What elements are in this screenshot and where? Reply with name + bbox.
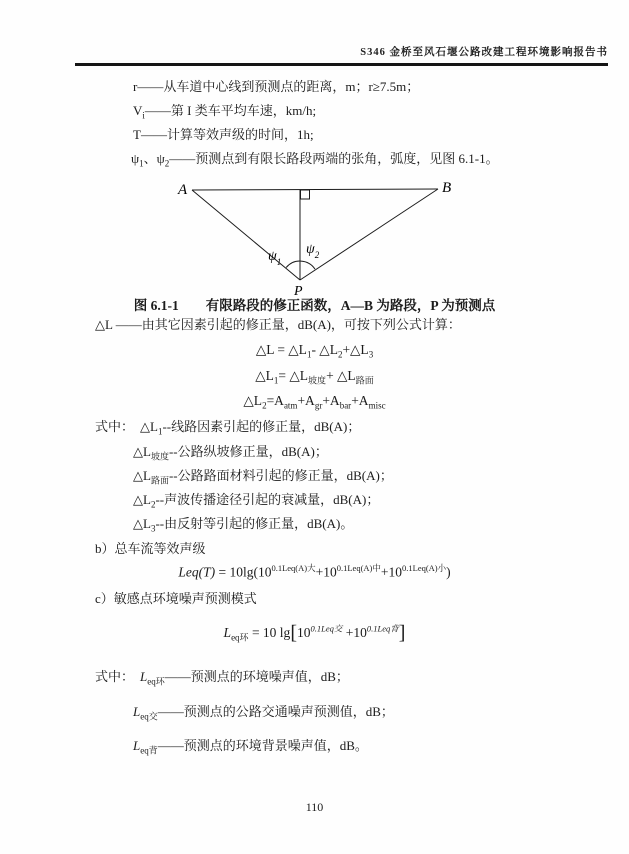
where-text: ——预测点的环境噪声值，dB； bbox=[164, 669, 349, 684]
right-bracket: ] bbox=[398, 622, 406, 644]
formula-part: +A bbox=[297, 393, 315, 408]
point-p-label: P bbox=[294, 284, 303, 296]
formula-sub: misc bbox=[368, 400, 386, 411]
definition-psi-text: ——预测点到有限长路段两端的张角，弧度，见图 6.1-1。 bbox=[169, 151, 499, 166]
page-number: 110 bbox=[305, 800, 324, 814]
psi2-label: $\psi_2$ bbox=[306, 242, 320, 260]
where-row bbox=[133, 491, 379, 514]
definition-vi-text: ——第 I 类车平均车速，km/h; bbox=[144, 103, 317, 118]
road-segment-diagram bbox=[110, 176, 550, 296]
where-row bbox=[133, 467, 393, 490]
formula-part: +A bbox=[351, 393, 369, 408]
formula-sub: 2 bbox=[337, 349, 343, 360]
symbol-r: r bbox=[133, 79, 138, 94]
where-symbol-sub: 坡度 bbox=[150, 451, 169, 462]
where-symbol-sub: 2 bbox=[150, 499, 156, 510]
formula-sub: 坡度 bbox=[308, 375, 327, 386]
formula-sub: 2 bbox=[262, 400, 267, 411]
definition-r bbox=[133, 78, 419, 101]
formula-part: △L bbox=[255, 368, 274, 383]
angle-arc bbox=[286, 261, 315, 269]
where-text: --公路路面材料引起的修正量，dB(A)； bbox=[168, 468, 393, 483]
where-row bbox=[95, 418, 360, 441]
definition-r-text: ——从车道中心线到预测点的距离，m；r≥7.5m； bbox=[137, 79, 420, 94]
where-symbol: △L bbox=[133, 492, 151, 507]
where-label: 式中： bbox=[95, 419, 135, 434]
where-symbol: △L bbox=[133, 468, 151, 483]
formula-delta-l-total bbox=[0, 342, 629, 360]
formula-sup: 0.1Leq(A)中 bbox=[336, 563, 381, 573]
where-symbol: L bbox=[133, 704, 141, 719]
formula-delta-l1 bbox=[0, 368, 629, 387]
symbol-v-sub: i bbox=[142, 110, 145, 121]
formula-part: △L = △L bbox=[255, 342, 307, 357]
where-symbol: L bbox=[133, 738, 141, 753]
formula-leq-total bbox=[0, 562, 629, 581]
where-symbol-sub: eq交 bbox=[140, 711, 158, 722]
formula-part: +△L bbox=[342, 342, 369, 357]
symbol-psi2: 、ψ bbox=[143, 151, 165, 166]
formula-part: =A bbox=[266, 393, 284, 408]
where-symbol-sub: 3 bbox=[150, 523, 156, 534]
figure-6-1-1 bbox=[110, 176, 550, 296]
where-text: ——预测点的公路交通噪声预测值，dB； bbox=[157, 704, 394, 719]
where-text: ——预测点的环境背景噪声值，dB。 bbox=[157, 738, 368, 753]
page-header bbox=[75, 44, 608, 66]
formula-sub: eq环 bbox=[231, 632, 249, 643]
formula-part: 10 bbox=[296, 625, 311, 640]
formula-part: - △L bbox=[311, 342, 338, 357]
definition-psi bbox=[131, 150, 499, 173]
delta-l-symbol: △L bbox=[95, 317, 116, 332]
symbol-v: V bbox=[133, 103, 143, 118]
formula-part: = 10 lg bbox=[248, 625, 291, 640]
where-symbol: △L bbox=[133, 516, 151, 531]
formula-part: +10 bbox=[315, 564, 337, 580]
formula-leq-env bbox=[0, 622, 629, 645]
where-row bbox=[95, 668, 349, 691]
formula-lhs: Leq(T) bbox=[178, 564, 216, 580]
definition-t bbox=[133, 126, 314, 149]
where-row bbox=[133, 515, 353, 538]
formula-sub: 1 bbox=[273, 375, 279, 386]
left-bracket: [ bbox=[290, 622, 297, 644]
where-symbol: △L bbox=[133, 444, 151, 459]
where-symbol: L bbox=[140, 669, 148, 684]
delta-l-intro bbox=[95, 316, 461, 333]
where-row bbox=[133, 703, 394, 726]
where-symbol-sub: 1 bbox=[157, 426, 163, 437]
formula-part: +10 bbox=[380, 564, 402, 580]
formula-sub: 1 bbox=[306, 349, 312, 360]
formula-sup: 0.1Leq背 bbox=[366, 623, 399, 634]
symbol-psi1: ψ bbox=[131, 151, 140, 166]
segment-ab-line bbox=[192, 189, 438, 190]
formula-sub: 3 bbox=[368, 349, 374, 360]
delta-l-intro-text: ——由其它因素引起的修正量，dB(A)，可按下列公式计算： bbox=[115, 317, 461, 332]
where-symbol-sub: eq背 bbox=[140, 745, 158, 756]
formula-sup: 0.1Leq(A)大 bbox=[271, 563, 316, 573]
where-row bbox=[133, 737, 368, 760]
formula-part: = △L bbox=[278, 368, 309, 383]
formula-lhs: L bbox=[223, 625, 232, 640]
formula-part: ) bbox=[446, 564, 451, 580]
definition-vi bbox=[133, 102, 316, 125]
formula-sub: 路面 bbox=[355, 375, 374, 386]
formula-sup: 0.1Leq交 bbox=[310, 623, 343, 634]
right-angle-marker bbox=[301, 190, 310, 199]
where-symbol: △L bbox=[140, 419, 158, 434]
formula-sub: atm bbox=[283, 400, 298, 411]
formula-part: △L bbox=[243, 393, 263, 408]
formula-part: + △L bbox=[326, 368, 356, 383]
section-c-heading: c）敏感点环境噪声预测模式 bbox=[95, 591, 257, 606]
where-symbol-sub: eq环 bbox=[147, 676, 165, 687]
symbol-psi2-sub: 2 bbox=[164, 158, 170, 169]
formula-sup: 0.1Leq(A)小 bbox=[402, 563, 447, 573]
where-label: 式中： bbox=[95, 669, 135, 684]
symbol-t: T bbox=[133, 127, 141, 142]
symbol-psi1-sub: 1 bbox=[139, 158, 144, 169]
line-b-p bbox=[300, 189, 438, 280]
formula-delta-l2 bbox=[0, 393, 629, 411]
psi1-label: $\psi_1$ bbox=[268, 249, 282, 267]
where-text: --声波传播途径引起的衰减量，dB(A)； bbox=[155, 492, 380, 507]
point-a-label: A bbox=[178, 182, 188, 198]
where-text: --线路因素引起的修正量，dB(A)； bbox=[162, 419, 361, 434]
where-symbol-sub: 路面 bbox=[150, 475, 169, 486]
where-text: --公路纵坡修正量，dB(A)； bbox=[168, 444, 328, 459]
figure-caption: 图 6.1-1 有限路段的修正函数，A—B 为路段，P 为预测点 bbox=[133, 298, 496, 313]
definition-t-text: ——计算等效声级的时间，1h; bbox=[140, 127, 314, 142]
report-title: S346 金桥至风石堰公路改建工程环境影响报告书 bbox=[360, 47, 608, 58]
formula-sub: bar bbox=[339, 400, 352, 411]
line-a-p bbox=[192, 190, 300, 280]
where-text: --由反射等引起的修正量，dB(A)。 bbox=[155, 516, 354, 531]
formula-sub: gr bbox=[314, 400, 323, 411]
formula-part: = 10lg(10 bbox=[215, 564, 272, 580]
point-b-label: B bbox=[442, 180, 452, 196]
formula-part: +A bbox=[322, 393, 340, 408]
formula-part: +10 bbox=[342, 625, 367, 640]
where-row bbox=[133, 443, 328, 466]
section-b-heading: b）总车流等效声级 bbox=[95, 541, 206, 556]
